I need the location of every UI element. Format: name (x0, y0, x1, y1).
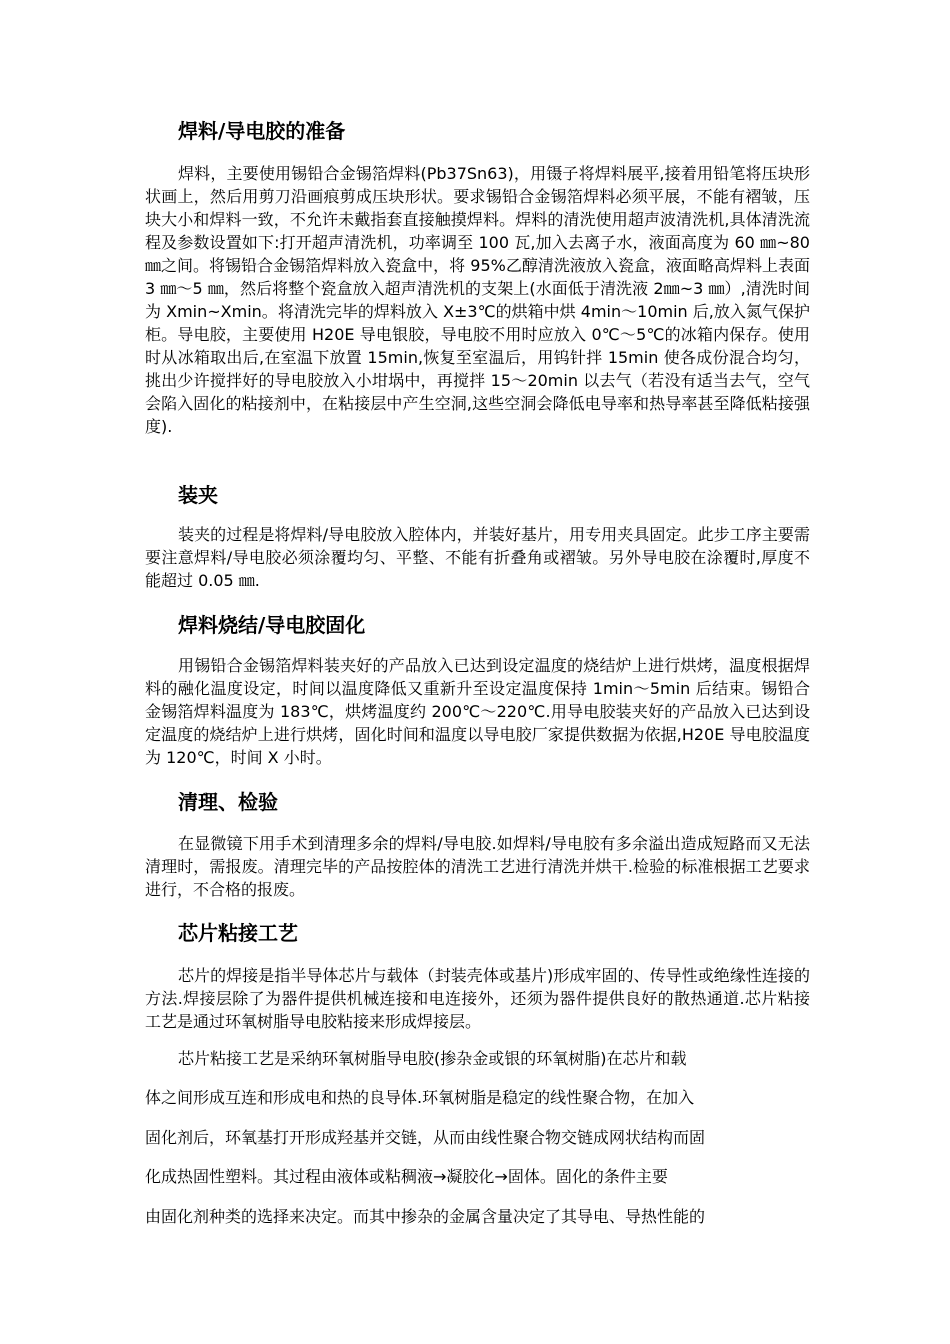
paragraph-line: 芯片粘接工艺是采纳环氧树脂导电胶(掺杂金或银的环氧树脂)在芯片和载 (178, 1049, 687, 1068)
section-paragraph-sintering: 用锡铅合金锡箔焊料装夹好的产品放入已达到设定温度的烧结炉上进行烘烤，温度根据焊料的融化温度设定，时间以温度降低又重新升至设定温度保持 1min～5min 后结束。锡铅合金锡箔焊料温度为 183℃，烘烤温度约 200℃～220℃.用导电胶装夹好的产品放入已达到设定温度的烧结炉上进行烘烤，固化时间和温度以导电胶厂家提供数据为依据,H20E 导电胶温度为 120℃，时间 X 小时。 (145, 656, 810, 767)
section-paragraph-die-attach: 芯片的焊接是指半导体芯片与载体（封装壳体或基片)形成牢固的、传导性或绝缘性连接的方法.焊接层除了为器件提供机械连接和电连接外，还须为器件提供良好的散热通道.芯片粘接工艺是通过环氧树脂导电胶粘接来形成焊接层。 (145, 966, 810, 1031)
paragraph-line: 固化剂后，环氧基打开形成羟基并交链，从而由线性聚合物交链成网状结构而固 (145, 1128, 706, 1147)
section-heading-sintering: 焊料烧结/导电胶固化 (178, 613, 366, 637)
paragraph-line: 由固化剂种类的选择来决定。而其中掺杂的金属含量决定了其导电、导热性能的 (145, 1207, 706, 1226)
section-heading-cleaning: 清理、检验 (178, 790, 278, 814)
paragraph-line: 体之间形成互连和形成电和热的良导体.环氧树脂是稳定的线性聚合物，在加入 (145, 1088, 695, 1107)
section-heading-die-attach: 芯片粘接工艺 (178, 921, 298, 945)
section-paragraph-clamping: 装夹的过程是将焊料/导电胶放入腔体内，并装好基片，用专用夹具固定。此步工序主要需要注意焊料/导电胶必须涂覆均匀、平整、不能有折叠角或褶皱。另外导电胶在涂覆时,厚度不能超过 0.05 ㎜. (145, 525, 810, 590)
section-paragraph-cleaning: 在显微镜下用手术到清理多余的焊料/导电胶.如焊料/导电胶有多余溢出造成短路而又无法清理时，需报废。清理完毕的产品按腔体的清洗工艺进行清洗并烘干.检验的标准根据工艺要求进行，不合格的报废。 (145, 834, 810, 899)
section-heading-solder-prep: 焊料/导电胶的准备 (178, 119, 346, 143)
paragraph-line: 化成热固性塑料。其过程由液体或粘稠液→凝胶化→固体。固化的条件主要 (145, 1167, 668, 1186)
section-heading-clamping: 装夹 (178, 483, 218, 507)
section-paragraph-solder-prep: 焊料，主要使用锡铅合金锡箔焊料(Pb37Sn63)，用镊子将焊料展平,接着用铅笔将压块形状画上，然后用剪刀沿画痕剪成压块形状。要求锡铅合金锡箔焊料必须平展，不能有褶皱，压块大小和焊料一致，不允许未戴指套直接触摸焊料。焊料的清洗使用超声波清洗机,具体清洗流程及参数设置如下:打开超声清洗机，功率调至 100 瓦,加入去离子水，液面高度为 60 ㎜~80 ㎜之间。将锡铅合金锡箔焊料放入瓷盒中，将 95%乙醇清洗液放入瓷盒，液面略高焊料上表面 3 ㎜～5 ㎜，然后将整个瓷盒放入超声清洗机的支架上(水面低于清洗液 2㎜~3 ㎜）,清洗时间为 Xmin~Xmin。将清洗完毕的焊料放入 X±3℃的烘箱中烘 4min～10min 后,放入氮气保护柜。导电胶，主要使用 H20E 导电银胶，导电胶不用时应放入 0℃～5℃的冰箱内保存。使用时从冰箱取出后,在室温下放置 15min,恢复至室温后，用钨针拌 15min 使各成份混合均匀，挑出少许搅拌好的导电胶放入小坩埚中，再搅拌 15～20min 以去气（若没有适当去气，空气会陷入固化的粘接剂中，在粘接层中产生空洞,这些空洞会降低电导率和热导率甚至降低粘接强度). (145, 164, 810, 436)
